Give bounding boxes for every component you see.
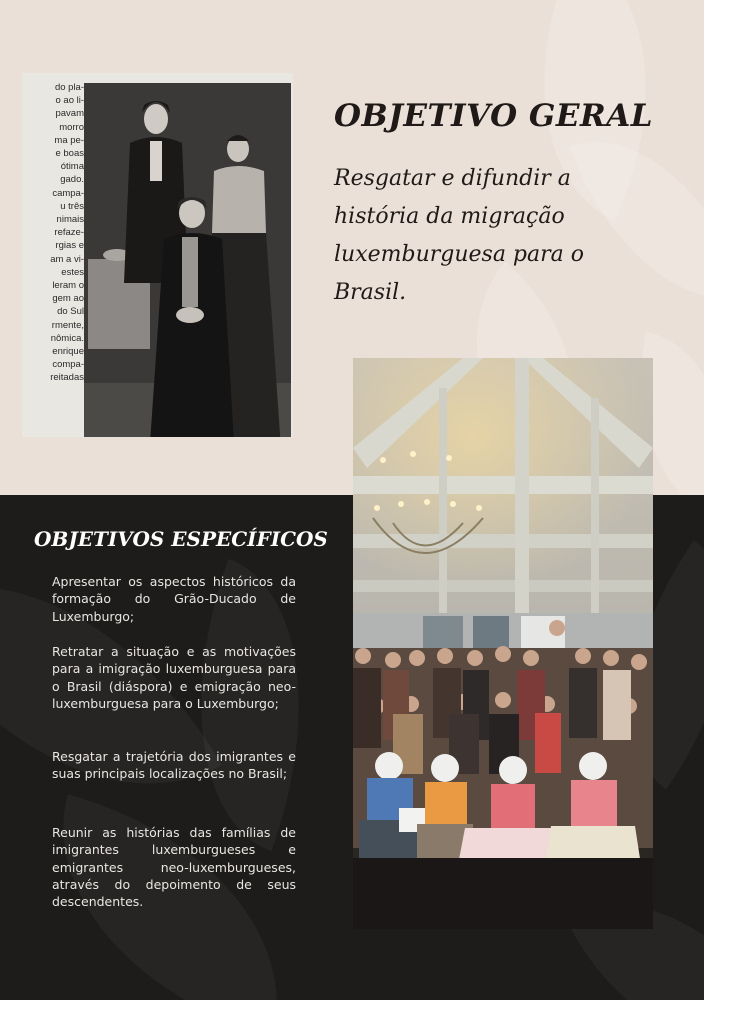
objetivo-geral-text: Resgatar e difundir a história da migração luxemburguesa para o Brasil. (334, 166, 585, 305)
objective-item: Retratar a situação e as motivações para a imigração luxemburguesa para o Brasil (diáspora) e emigração neo-luxemburguesa para o Luxemburgo; (52, 644, 296, 711)
book-margin-text: do pla- o ao li- pavam morro ma pe- e boas ótima gado. campa- u três nimais refaze- rgias e am a vi- estes leram o gem ao do Sul rmente, nômica. enrique compa- reitadas (50, 82, 84, 384)
objective-item: Resgatar a trajetória dos imigrantes e suas principais localizações no Brasil; (52, 749, 296, 782)
objetivos-especificos-title: OBJETIVOS ESPECÍFICOS (34, 527, 328, 551)
objective-item: Apresentar os aspectos históricos da formação do Grão-Ducado de Luxemburgo; (52, 574, 296, 624)
historical-book-photo (22, 73, 293, 437)
objetivo-geral-title: OBJETIVO GERAL (334, 98, 654, 134)
group-event-photo (353, 358, 653, 929)
objective-item: Reunir as histórias das famílias de imigrantes luxemburgueses e emigrantes neo-luxemburgueses, através do depoimento de seus descendentes. (52, 825, 296, 910)
family-portrait (84, 83, 291, 437)
